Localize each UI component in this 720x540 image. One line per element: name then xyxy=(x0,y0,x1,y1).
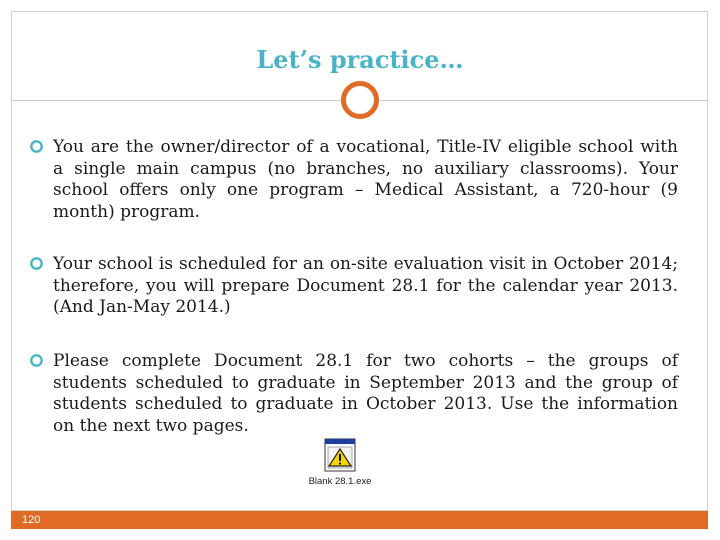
bullet-text: Please complete Document 28.1 for two cohorts – the groups of students scheduled to graduate in September 2013 and the group of students scheduled to graduate in October 2013. Use the information on the next two pages. xyxy=(53,351,678,436)
page-number: 120 xyxy=(22,514,41,526)
footer-bar xyxy=(11,511,708,529)
bullet-text: You are the owner/director of a vocational, Title-IV eligible school with a single main campus (no branches, no auxiliary classrooms). Your school offers only one program – Medical Assistant, a 720-hour (9 month) program. xyxy=(53,137,678,222)
bullet-marker-icon xyxy=(30,140,43,153)
bullet-marker-icon xyxy=(30,354,43,367)
warning-file-icon xyxy=(324,438,356,472)
slide-title: Let’s practice… xyxy=(256,45,464,74)
attachment-file[interactable] xyxy=(300,434,380,494)
bullet-text: Your school is scheduled for an on-site evaluation visit in October 2014; therefore, you will prepare Document 28.1 for the calendar year 2013. (And Jan-May 2014.) xyxy=(53,254,678,317)
bullet-item xyxy=(30,137,678,223)
bullet-marker-icon xyxy=(30,257,43,270)
attachment-filename: Blank 28.1.exe xyxy=(308,476,372,487)
bullet-item xyxy=(30,254,678,319)
divider-circle-ornament xyxy=(341,81,379,119)
title-divider-right xyxy=(380,100,708,101)
title-divider-left xyxy=(11,100,341,101)
bullet-item xyxy=(30,351,678,437)
